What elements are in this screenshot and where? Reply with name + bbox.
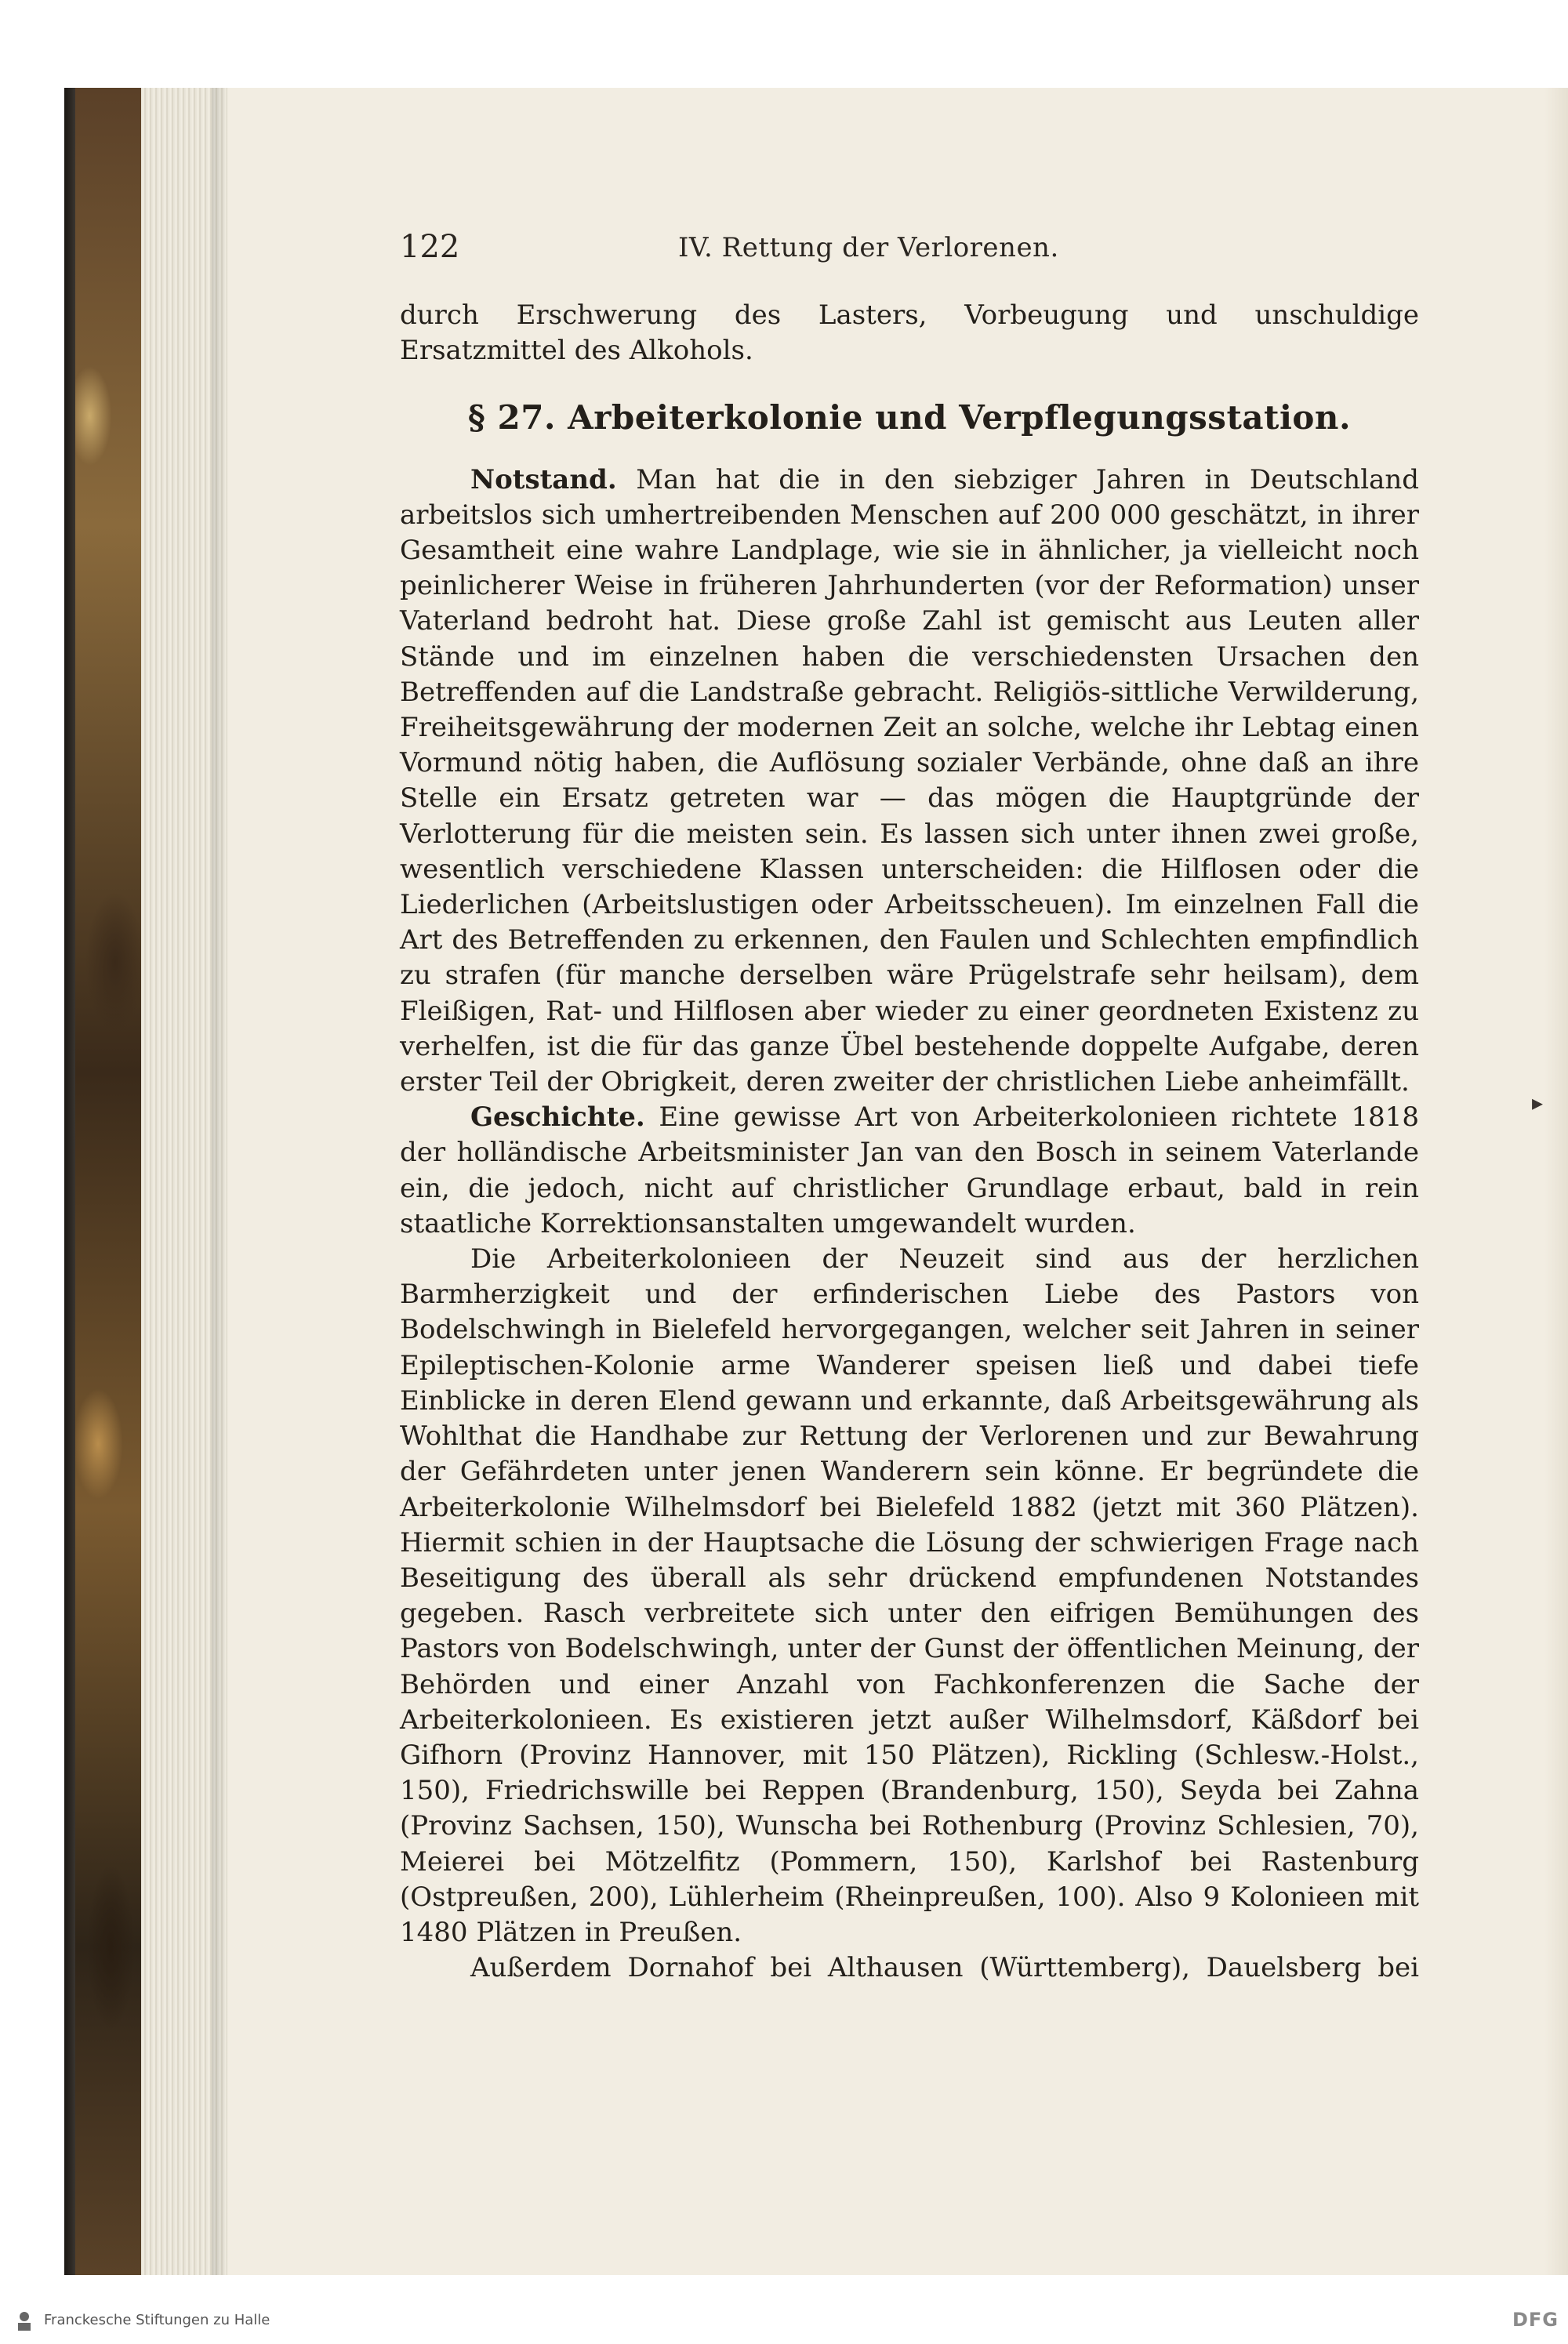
page-header: [400, 229, 1419, 268]
paragraph-notstand: [400, 463, 1419, 1101]
page-number: 122: [400, 229, 460, 265]
paragraph-ausserdem: Außerdem Dornahof bei Althausen (Württemberg), Dauelsberg bei: [470, 1952, 1419, 1984]
viewer-footer: [0, 2301, 1568, 2344]
section-title: § 27. Arbeiterkolonie und Verpflegungsstation.: [467, 398, 1352, 437]
geschichte-lead: Geschichte.: [470, 1101, 645, 1134]
paragraph-arbeiterkolonieen: Die Arbeiterkolonieen der Neuzeit sind aus der herzlichen Barmherzigkeit und der erfinderischen Liebe des Pastors von Bodelschwingh in Bielefeld hervorgegangen, welcher seit Jahren in seiner Epileptischen-Kolonie arme Wanderer speisen ließ und dabei tiefe Einblicke in deren Elend gewann und erkannte, daß Arbeitsgewährung als Wohlthat die Handhabe zur Rettung der Verlorenen und zur Bewahrung der Gefährdeten unter jenen Wanderern sein könne. Er begründete die Arbeiterkolonie Wilhelmsdorf bei Bielefeld 1882 (jetzt mit 360 Plätzen). Hiermit schien in der Hauptsache die Lösung der schwierigen Frage nach Beseitigung des überall als sehr drückend empfundenen Notstandes gegeben. Rasch verbreitete sich unter den eifrigen Bemühungen des Pastors von Bodelschwingh, unter der Gunst der öffentlichen Meinung, der Behörden und einer Anzahl von Fachkonferenzen die Sache der Arbeiterkolonieen. Es existieren jetzt außer Wilhelmsdorf, Käßdorf bei Gifhorn (Provinz Hannover, mit 150 Plätzen), Rickling (Schlesw.-Holst., 150), Friedrichswille bei Reppen (Brandenburg, 150), Seyda bei Zahna (Provinz Sachsen, 150), Wunscha bei Rothenburg (Provinz Schlesien, 70), Meierei bei Mötzelfitz (Pommern, 150), Karlshof bei Rastenburg (Ostpreußen, 200), Lühlerheim (Rheinpreußen, 100). Also 9 Kolonieen mit 1480 Plätzen in Preußen.: [400, 1243, 1419, 1948]
institution-logo-icon: [11, 2307, 38, 2334]
margin-mark: ▸: [1532, 1090, 1544, 1116]
geschichte-text: Eine gewisse Art von Arbeiterkolonieen richtete 1818 der holländische Arbeitsminister Jan van den Bosch in seinem Vaterlande ein, die jedoch, nicht auf christlicher Grundlage erbaut, bald in rein staatliche Korrektionsanstalten umgewandelt wurden.: [400, 1101, 1420, 1239]
page-right-edge: [1544, 88, 1568, 2275]
running-head: IV. Rettung der Verlorenen.: [678, 232, 1059, 263]
page-body: [400, 298, 1419, 1986]
institution-name: Franckesche Stiftungen zu Halle: [44, 2312, 270, 2328]
notstand-text: Man hat die in den siebziger Jahren in Deutschland arbeitslos sich umhertreibenden Menschen auf 200 000 geschätzt, in ihrer Gesamtheit eine wahre Landplage, wie sie in ähnlicher, ja vielleicht noch peinlicherer Weise in früheren Jahrhunderten (vor der Reformation) unser Vaterland bedroht hat. Diese große Zahl ist gemischt aus Leuten aller Stände und im einzelnen haben die verschiedensten Ursachen den Betreffenden auf die Landstraße gebracht. Religiös-sittliche Verwilderung, Freiheitsgewährung der modernen Zeit an solche, welche ihr Lebtag einen Vormund nötig haben, die Auflösung sozialer Verbände, ohne daß an ihre Stelle ein Ersatz getreten war — das mögen die Hauptgründe der Verlotterung für die meisten sein. Es lassen sich unter ihnen zwei große, wesentlich verschiedene Klassen unterscheiden: die Hilflosen oder die Liederlichen (Arbeitslustigen oder Arbeitsscheuen). Im einzelnen Fall die Art des Betreffenden zu erkennen, den Faulen und Schlechten empfindlich zu strafen (für manche derselben wäre Prügelstrafe sehr heilsam), dem Fleißigen, Rat- und Hilflosen aber wieder zu einer geordneten Existenz zu verhelfen, ist die für das ganze Übel bestehende doppelte Aufgabe, deren erster Teil der Obrigkeit, deren zweiter der christlichen Liebe anheimfällt.: [400, 463, 1420, 1098]
marbled-book-cover: [64, 88, 149, 2275]
book-spine: [64, 88, 75, 2275]
intro-paragraph: durch Erschwerung des Lasters, Vorbeugung und unschuldige Ersatzmittel des Alkohols.: [400, 299, 1419, 367]
notstand-lead: Notstand.: [470, 463, 617, 495]
paragraph-geschichte: [400, 1100, 1419, 1242]
dfg-logo: DFG: [1512, 2309, 1559, 2331]
gutter-shadow: [212, 88, 227, 2275]
